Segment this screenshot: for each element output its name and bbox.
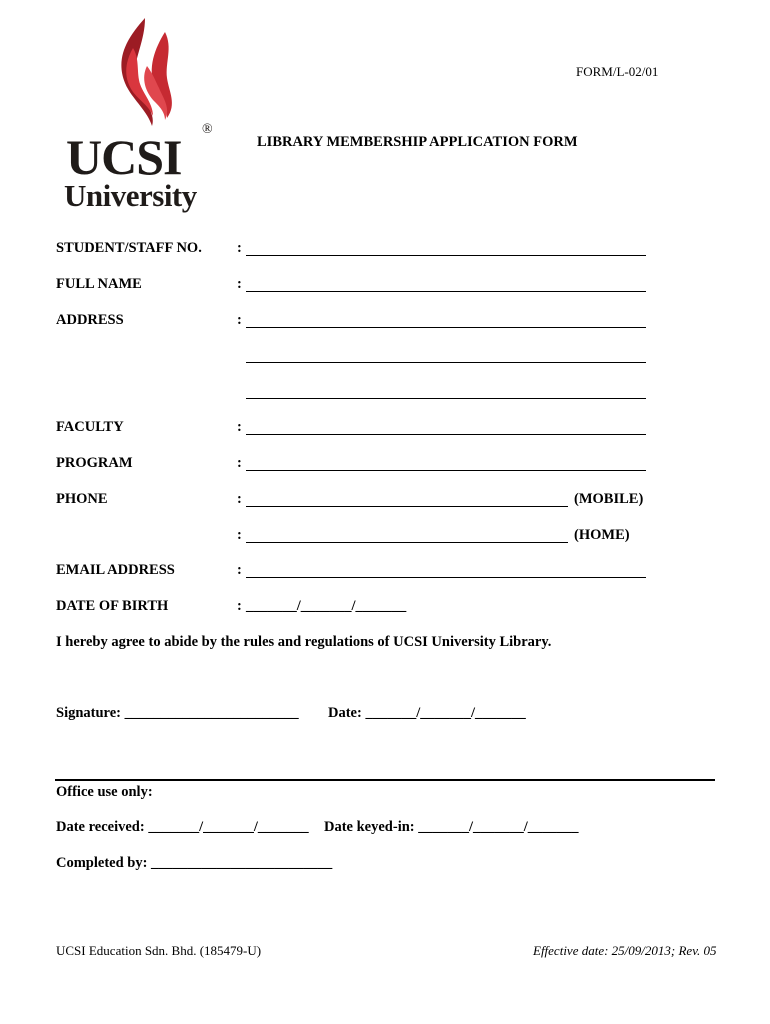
faculty-field[interactable] [246,434,646,435]
footer-effective-date: Effective date: 25/09/2013; Rev. 05 [533,943,717,958]
label-faculty: FACULTY [56,419,124,435]
office-use-title: Office use only: [56,784,153,800]
mobile-suffix: (MOBILE) [574,491,644,507]
ucsi-logo [55,18,220,223]
signature-date-field[interactable]: Date: _______/_______/_______ [328,705,526,721]
colon: : [237,491,242,507]
colon: : [237,598,242,614]
mobile-phone-field[interactable] [246,506,568,507]
home-phone-field[interactable] [246,542,568,543]
full-name-field[interactable] [246,291,646,292]
colon: : [237,240,242,256]
home-suffix: (HOME) [574,527,630,543]
label-date-of-birth: DATE OF BIRTH [56,598,169,614]
completed-by-field[interactable]: Completed by: _________________________ [56,855,333,871]
form-code: FORM/L-02/01 [576,64,659,79]
flame-icon [107,18,187,128]
agreement-text: I hereby agree to abide by the rules and regulations of UCSI University Library. [56,634,552,650]
colon: : [237,276,242,292]
date-of-birth-field[interactable]: _______/_______/_______ [246,598,407,614]
colon: : [237,562,242,578]
colon: : [237,419,242,435]
program-field[interactable] [246,470,646,471]
date-received-field[interactable]: Date received: _______/_______/_______ [56,819,309,835]
address-field-line-1[interactable] [246,327,646,328]
signature-field[interactable]: Signature: ________________________ [56,705,299,721]
section-divider [55,779,715,781]
footer-company: UCSI Education Sdn. Bhd. (185479-U) [56,943,262,958]
label-full-name: FULL NAME [56,276,142,292]
logo-word-university: University [64,178,197,213]
label-email-address: EMAIL ADDRESS [56,562,175,578]
colon: : [237,527,242,543]
address-field-line-2[interactable] [246,362,646,363]
email-field[interactable] [246,577,646,578]
date-keyed-in-field[interactable]: Date keyed-in: _______/_______/_______ [324,819,579,835]
label-student-staff-no: STUDENT/STAFF NO. [56,240,202,256]
student-staff-no-field[interactable] [246,255,646,256]
colon: : [237,312,242,328]
colon: : [237,455,242,471]
label-phone: PHONE [56,491,108,507]
label-program: PROGRAM [56,455,133,471]
logo-word-ucsi: UCSI [66,129,182,185]
form-title: LIBRARY MEMBERSHIP APPLICATION FORM [257,134,578,150]
label-address: ADDRESS [56,312,124,328]
registered-mark: ® [202,122,213,137]
address-field-line-3[interactable] [246,398,646,399]
